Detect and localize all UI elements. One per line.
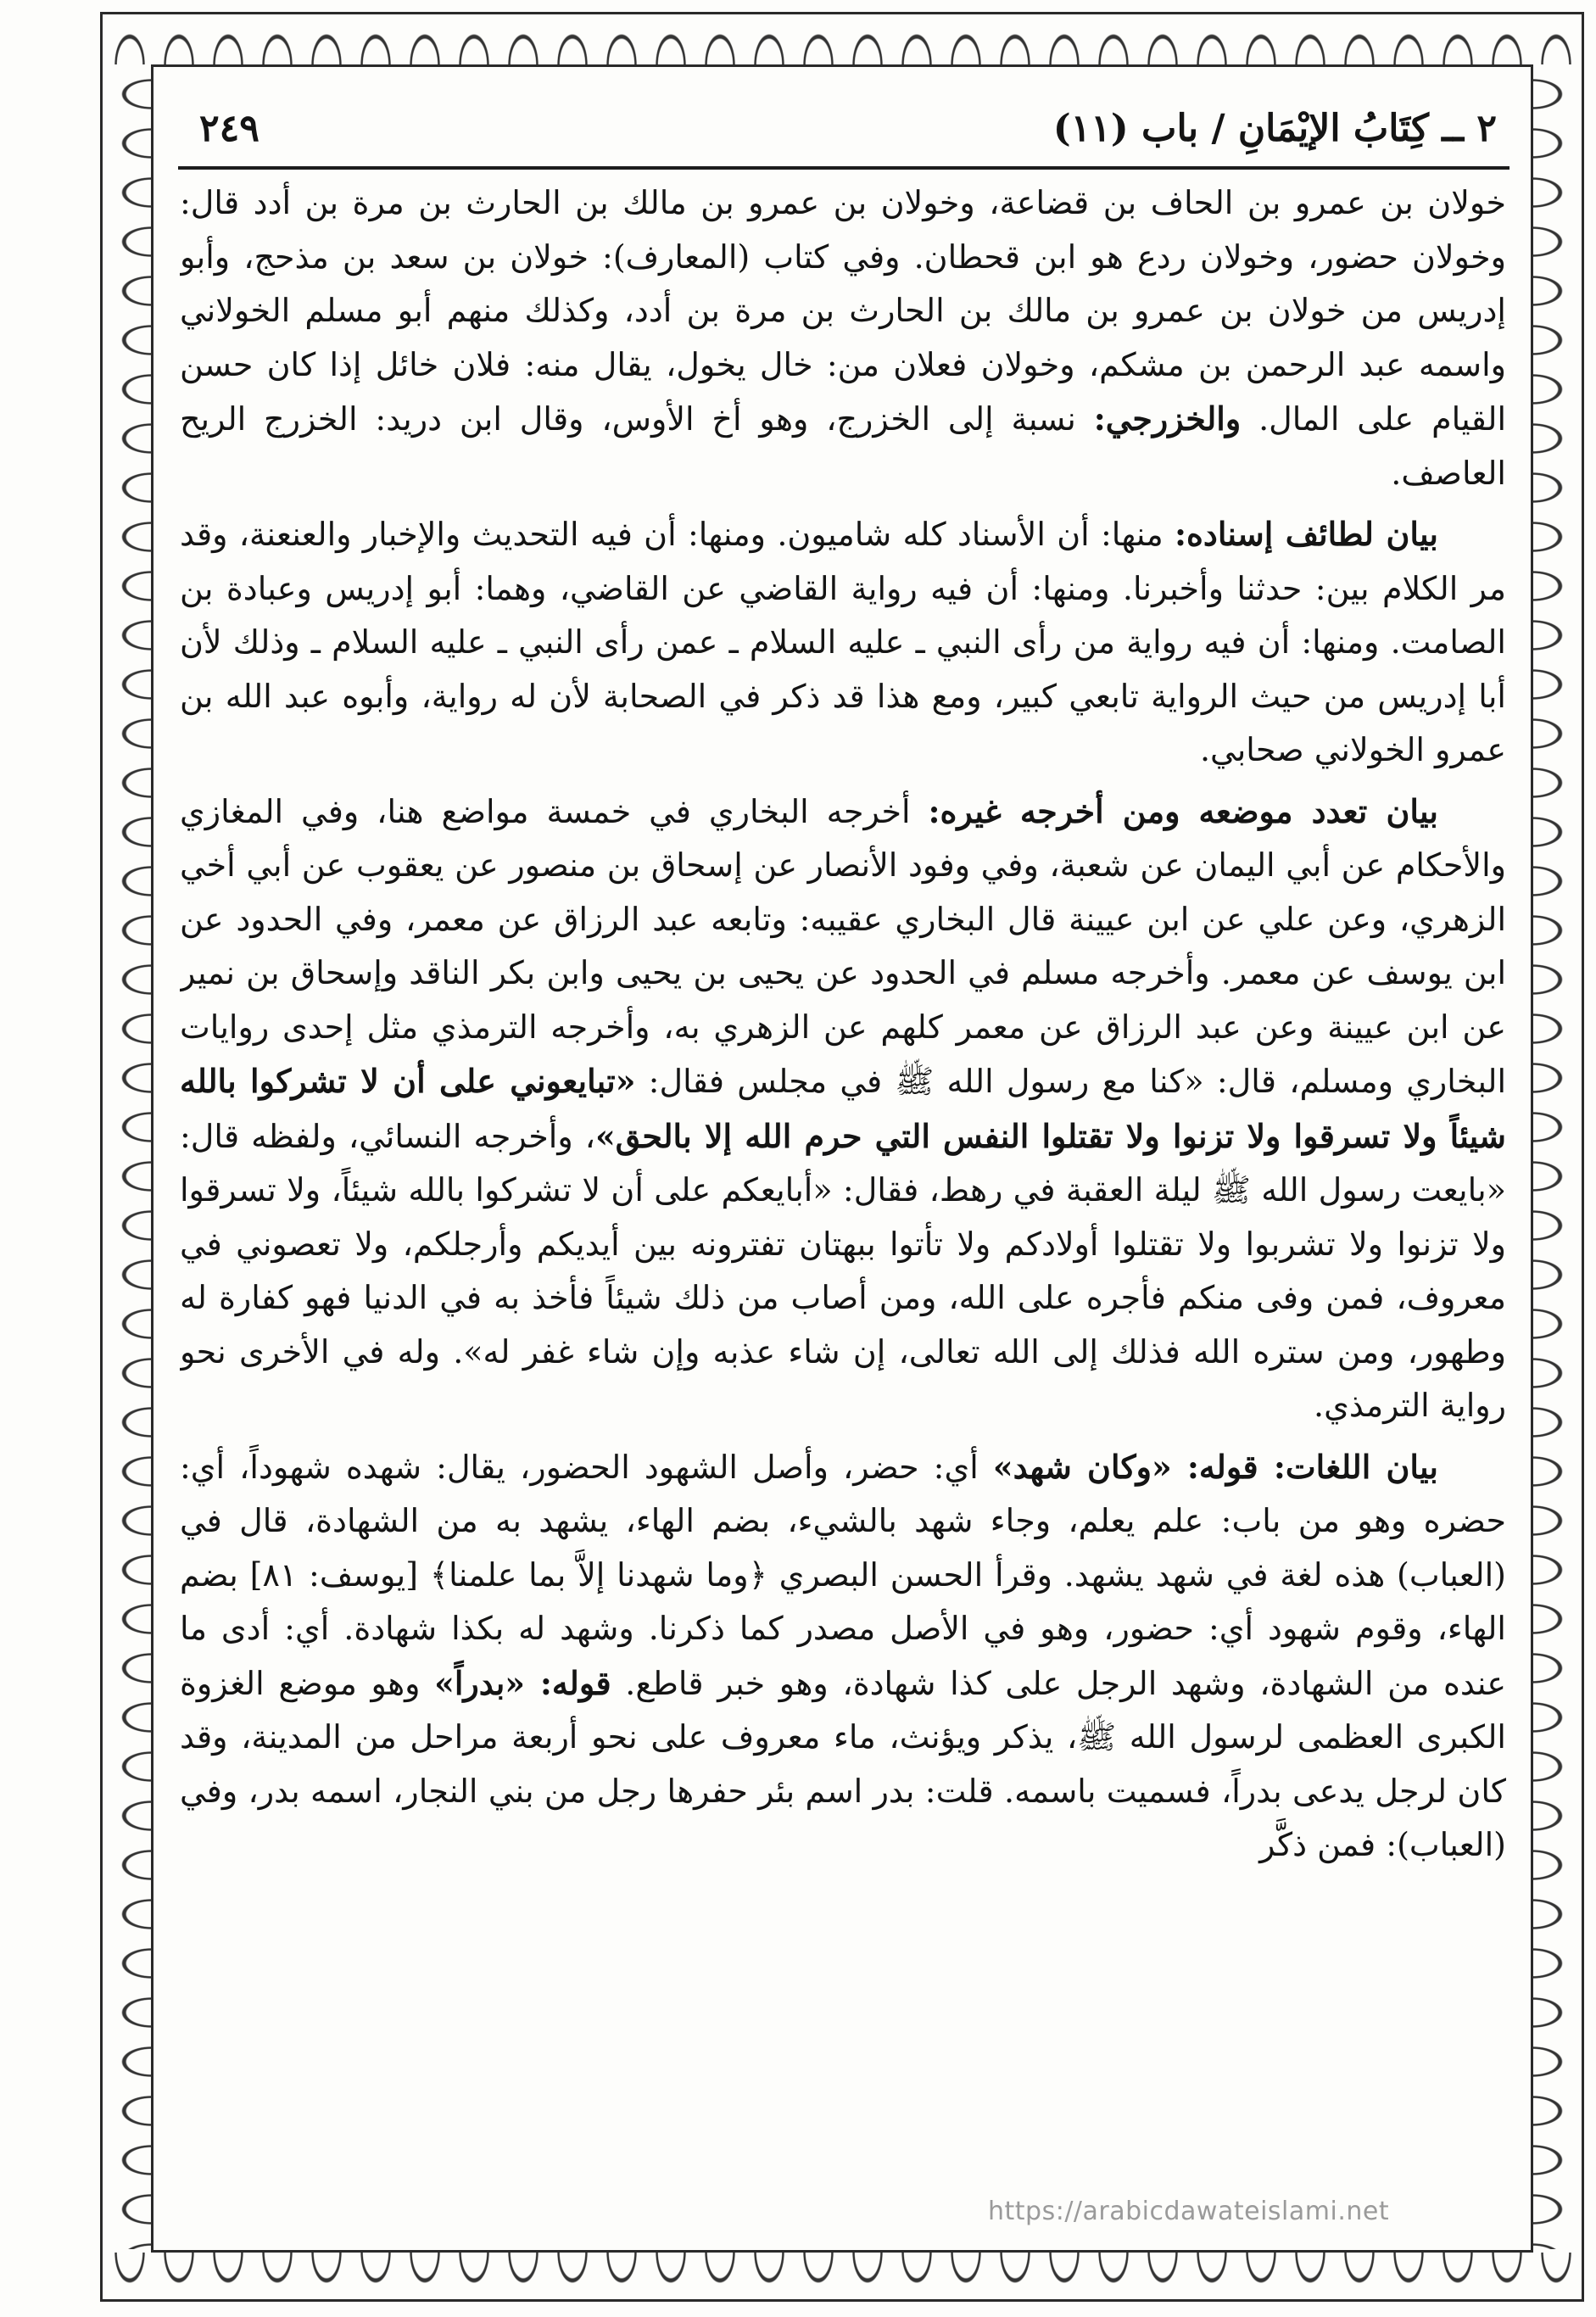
term-khazraji: والخزرجي: <box>1093 399 1242 438</box>
text-run: أخرجه البخاري في خمسة مواضع هنا، وفي المغازي والأحكام عن أبي اليمان عن شعبة، وفي وفود الأنصار عن إسحاق بن منصور عن يعقوب عن أبي أخي الزهري، وعن علي عن ابن عيينة قال البخاري عقيبه: وتابعه عبد الرزاق عن معمر، وفي الحدود عن ابن يوسف عن معمر. وأخرجه مسلم في الحدود عن يحيى بن يحيى وابن بكر الناقد وإسحاق بن نمير عن ابن عيينة وعن عبد الرزاق عن معمر كلهم عن الزهري به، وأخرجه الترمذي مثل إحدى روايات البخاري ومسلم، قال: «كنا مع رسول الله ﷺ في مجلس فقال: <box>180 792 1506 1100</box>
running-title: ٢ ــ كِتَابُ الإيْمَانِ / باب (١١) <box>1052 107 1497 150</box>
paragraph-takhrij <box>180 784 1506 1433</box>
text-run: خولان بن عمرو بن الحاف بن قضاعة، وخولان بن عمرو بن مالك بن الحارث بن مرة بن أدد قال: وخولان حضور، وخولان ردع هو ابن قحطان. وفي كتاب (المعارف): خولان بن سعد بن مذحج، وأبو إدريس من خولان بن عمرو بن مالك بن الحارث بن مرة بن أدد، وكذلك منهم أبو مسلم الخولاني واسمه عبد الرحمن بن مشكم، وخولان فعلان من: خال يخول، يقال منه: فلان خائل إذا كان حسن القيام على المال. <box>180 184 1506 438</box>
paragraph-isnad <box>180 507 1506 778</box>
page-body <box>180 176 1506 2212</box>
section-heading-lughat: بيان اللغات: قوله: «وكان شهد» <box>992 1447 1438 1486</box>
hadith-quote: «تبايعوني على أن لا تشركوا بالله شيئاً ولا تسرقوا ولا تزنوا ولا تقتلوا النفس التي حرم الله إلا بالحق» <box>180 1062 1506 1155</box>
text-run: منها: أن الأسناد كله شاميون. ومنها: أن فيه التحديث والإخبار والعنعنة، وقد مر الكلام بين: حدثنا وأخبرنا. ومنها: أن فيه رواية القاضي عن القاضي، وهما: أبو إدريس وعبادة بن الصامت. ومنها: أن فيه رواية من رأى النبي ـ عليه السلام ـ عمن رأى النبي ـ عليه السلام ـ وذلك لأن أبا إدريس من حيث الرواية تابعي كبير، ومع هذا قد ذكر في الصحابة لأن له رواية، وأبوه عبد الله بن عمرو الخولاني صحابي. <box>180 516 1506 768</box>
paragraph-lughat <box>180 1440 1506 1873</box>
section-heading-isnad: بيان لطائف إسناده: <box>1175 515 1438 553</box>
term-badr: قوله: «بدراً» <box>434 1663 611 1702</box>
section-heading-takhrij: بيان تعدد موضعه ومن أخرجه غيره: <box>928 791 1438 830</box>
page-number: ٢٤٩ <box>199 107 259 150</box>
text-run: ، وأخرجه النسائي، ولفظه قال: «بايعت رسول الله ﷺ ليلة العقبة في رهط، فقال: «أبايعكم على أن لا تشركوا بالله شيئاً، ولا تسرقوا ولا تزنوا ولا تشربوا ولا تقتلوا أولادكم ولا تأتوا ببهتان تفترونه بين أيديكم وأرجلكم، ولا تعصوني في معروف، فمن وفى منكم فأجره على الله، ومن أصاب من ذلك شيئاً فأخذ به في الدنيا فهو كفارة له وطهور، ومن ستره الله فذلك إلى الله تعالى، إن شاء عذبه وإن شاء غفر له». وله في الأخرى نحو رواية الترمذي. <box>180 1117 1506 1424</box>
page-header <box>174 100 1514 168</box>
watermark-url: https://arabicdawateislami.net <box>988 2197 1390 2226</box>
paragraph-khawlan <box>180 176 1506 500</box>
text-run: نسبة إلى الخزرج، وهو أخ الأوس، وقال ابن دريد: الخزرج الريح العاصف. <box>180 400 1506 492</box>
header-rule <box>178 166 1510 170</box>
text-run: وهو موضع الغزوة الكبرى العظمى لرسول الله ﷺ، يذكر ويؤنث، ماء معروف على نحو أربعة مراحل من المدينة، وقد كان لرجل يدعى بدراً، فسميت باسمه. قلت: بدر اسم بئر حفرها رجل من بني النجار، اسمه بدر، وفي (العباب): فمن ذكَّر <box>180 1664 1506 1863</box>
text-run: أي: حضر، وأصل الشهود الحضور، يقال: شهده شهوداً، أي: حضره وهو من باب: علم يعلم، وجاء شهد بالشيء، بضم الهاء، يشهد به من الشهادة، قال في (العباب) هذه لغة في شهد يشهد. وقرأ الحسن البصري ﴿وما شهدنا إلاَّ بما علمنا﴾ [يوسف: ٨١] بضم الهاء، وقوم شهود أي: حضور، وهو في الأصل مصدر كما ذكرنا. وشهد له بكذا شهادة. أي: أدى ما عنده من الشهادة، وشهد الرجل على كذا شهادة، وهو خبر قاطع. <box>180 1448 1506 1702</box>
